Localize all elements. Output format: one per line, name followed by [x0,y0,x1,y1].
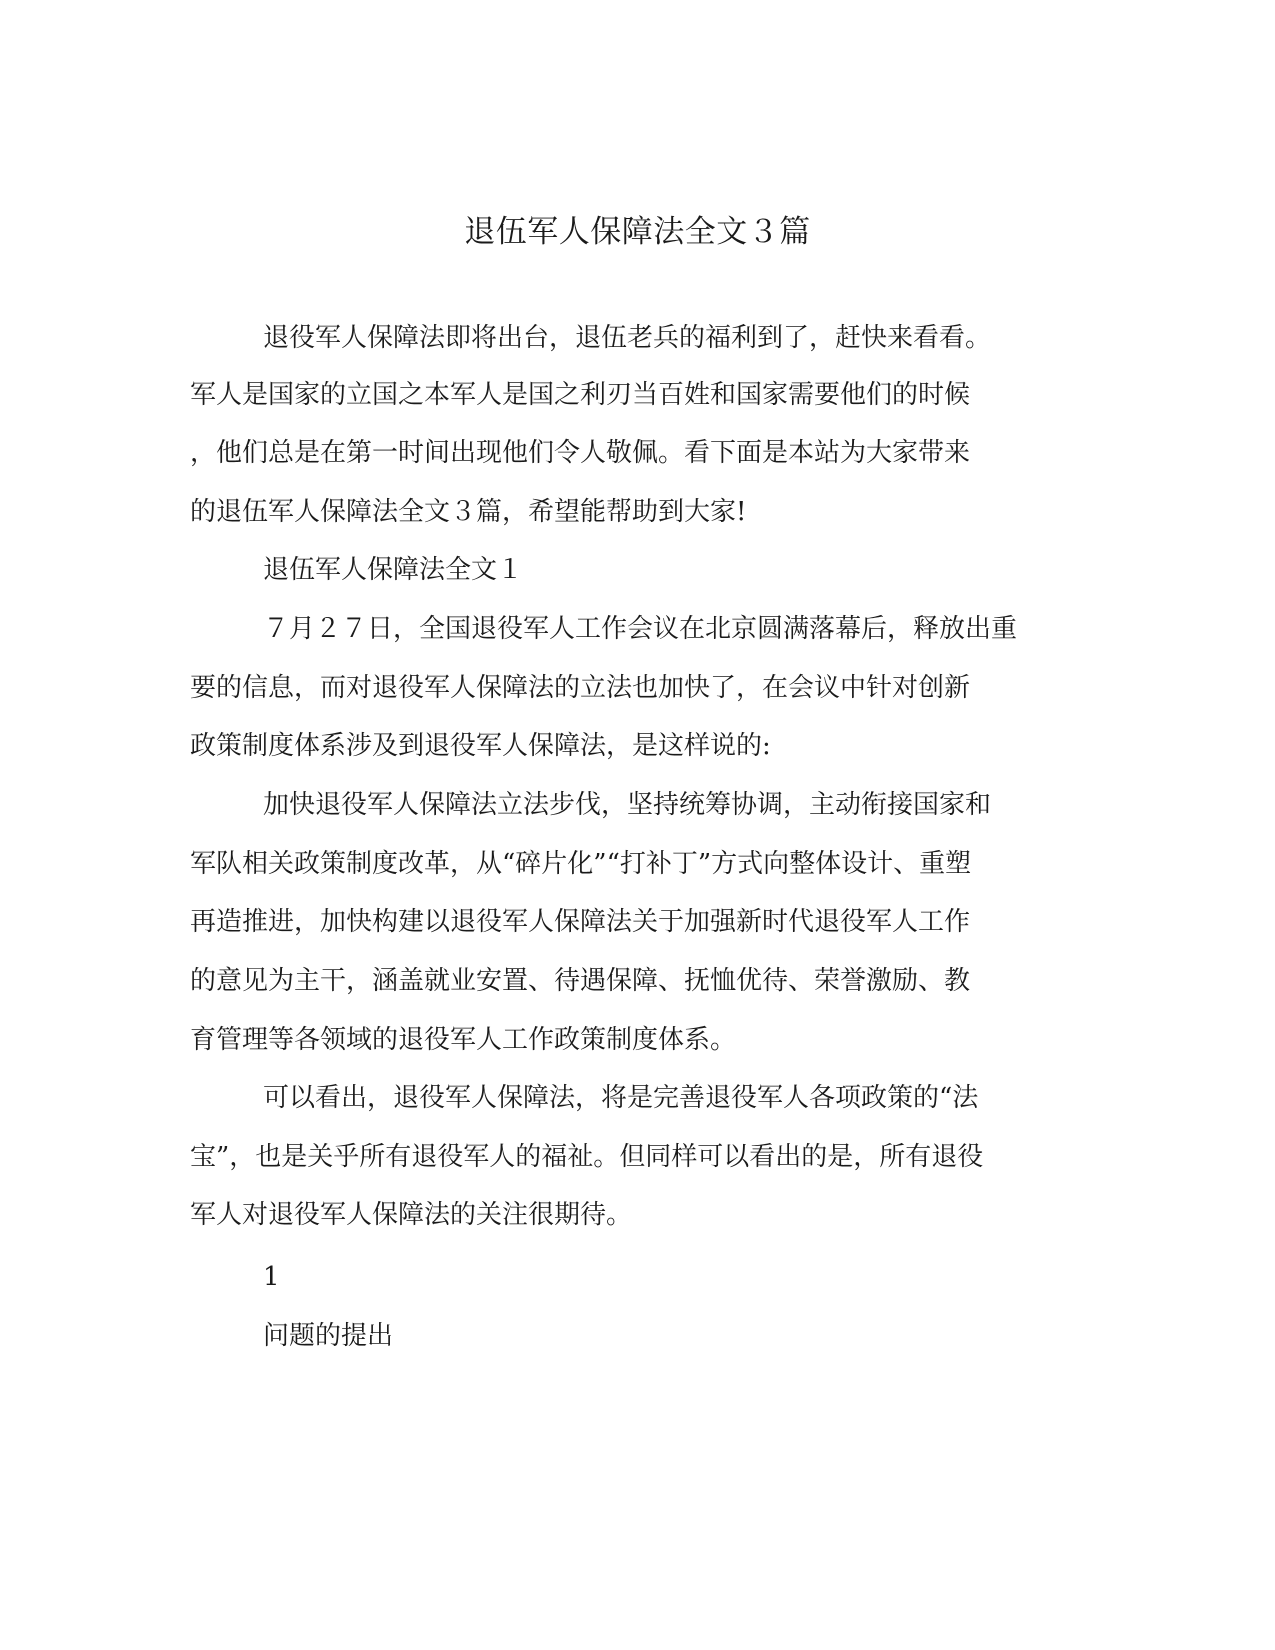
paragraph-line: 政策制度体系涉及到退役军人保障法，是这样说的: [190,731,771,761]
paragraph-line: 军人对退役军人保障法的关注很期待。 [190,1200,633,1230]
paragraph-line: 的意见为主干，涵盖就业安置、待遇保障、抚恤优待、荣誉激励、教 [190,966,971,996]
paragraph-line: 的退伍军人保障法全文３篇，希望能帮助到大家! [190,497,747,527]
paragraph-line: ７月２７日，全国退役军人工作会议在北京圆满落幕后，释放出重 [263,614,1018,644]
section-number: 1 [263,1262,280,1292]
section-heading: 问题的提出 [263,1321,394,1351]
paragraph-line: 宝”，也是关乎所有退役军人的福祉。但同样可以看出的是，所有退役 [190,1142,984,1172]
paragraph-line: 退役军人保障法即将出台，退伍老兵的福利到了，赶快来看看。 [263,323,992,353]
paragraph-line: 育管理等各领域的退役军人工作政策制度体系。 [190,1025,737,1055]
paragraph-line: 要的信息，而对退役军人保障法的立法也加快了，在会议中针对创新 [190,673,971,703]
paragraph-line: 再造推进，加快构建以退役军人保障法关于加强新时代退役军人工作 [190,907,971,937]
document-title: 退伍军人保障法全文３篇 [464,214,811,250]
paragraph-line: 军人是国家的立国之本军人是国之利刃当百姓和国家需要他们的时候 [190,380,971,410]
paragraph-line: 可以看出，退役军人保障法，将是完善退役军人各项政策的“法 [263,1083,979,1113]
paragraph-line: 加快退役军人保障法立法步伐，坚持统筹协调，主动衔接国家和 [263,790,992,820]
paragraph-line: 军队相关政策制度改革，从“碎片化”“打补丁”方式向整体设计、重塑 [190,849,972,879]
paragraph-line: ，他们总是在第一时间出现他们令人敬佩。看下面是本站为大家带来 [190,438,971,468]
section-heading: 退伍军人保障法全文１ [263,555,524,585]
